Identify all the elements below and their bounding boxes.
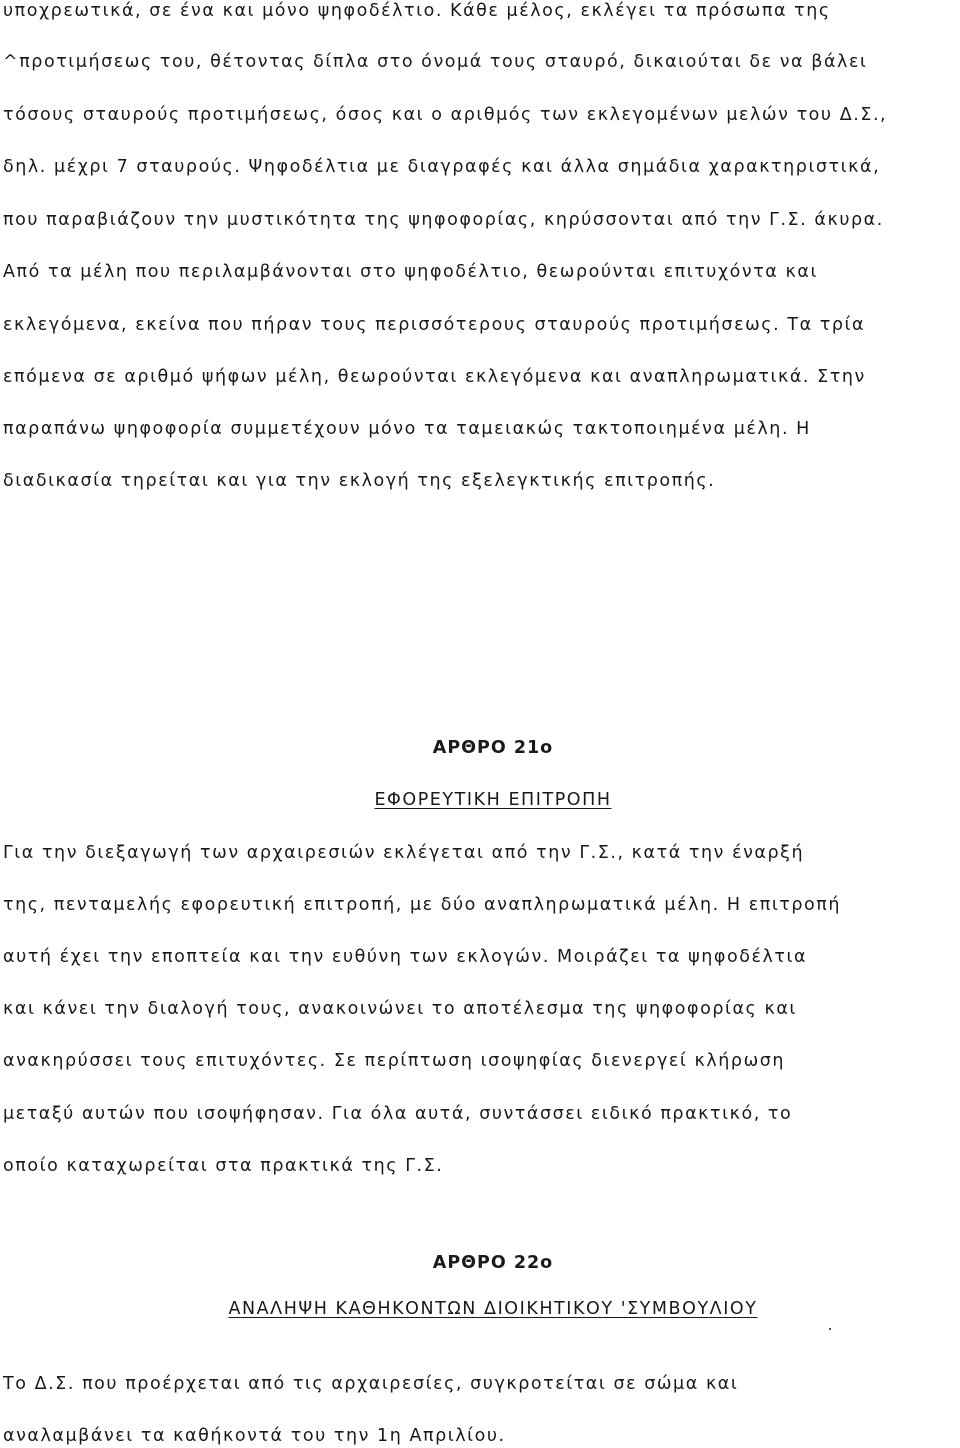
paragraph-line: παραπάνω ψηφοφορία συμμετέχουν μόνο τα ταμειακώς τακτοποιημένα μέλη. Η xyxy=(3,419,811,439)
paragraph-line: Για την διεξαγωγή των αρχαιρεσιών εκλέγεται από την Γ.Σ., κατά την έναρξή xyxy=(3,843,805,863)
article-21-number: ΑΡΘΡΟ 21ο xyxy=(432,738,554,758)
paragraph-line: ^προτιμήσεως του, θέτοντας δίπλα στο όνομά τους σταυρό, δικαιούται δε να βάλει xyxy=(3,52,868,72)
paragraph-line: τόσους σταυρούς προτιμήσεως, όσος και ο αριθμός των εκλεγομένων μελών του Δ.Σ., xyxy=(3,105,888,125)
paragraph-line: δηλ. μέχρι 7 σταυρούς. Ψηφοδέλτια με διαγραφές και άλλα σημάδια χαρακτηριστικά, xyxy=(3,157,881,177)
paragraph-line: μεταξύ αυτών που ισοψήφησαν. Για όλα αυτά, συντάσσει ειδικό πρακτικό, το xyxy=(3,1104,793,1124)
article-22-number: ΑΡΘΡΟ 22ο xyxy=(432,1253,554,1273)
paragraph-line: ανακηρύσσει τους επιτυχόντες. Σε περίπτωση ισοψηφίας διενεργεί κλήρωση xyxy=(3,1051,786,1071)
paragraph-line: της, πενταμελής εφορευτική επιτροπή, με δύο αναπληρωματικά μέλη. Η επιτροπή xyxy=(3,895,842,915)
paragraph-line: διαδικασία τηρείται και για την εκλογή της εξελεγκτικής επιτροπής. xyxy=(3,471,716,491)
stray-dot-mark xyxy=(829,1328,831,1330)
paragraph-line: οποίο καταχωρείται στα πρακτικά της Γ.Σ. xyxy=(3,1156,444,1176)
paragraph-line: αυτή έχει την εποπτεία και την ευθύνη των εκλογών. Μοιράζει τα ψηφοδέλτια xyxy=(3,947,808,967)
paragraph-line: αναλαμβάνει τα καθήκοντά του την 1η Απριλίου. xyxy=(3,1426,506,1446)
paragraph-line: που παραβιάζουν την μυστικότητα της ψηφοφορίας, κηρύσσονται από την Γ.Σ. άκυρα. xyxy=(3,210,884,230)
article-22-title: ΑΝΑΛΗΨΗ ΚΑΘΗΚΟΝΤΩΝ ΔΙΟΙΚΗΤΙΚΟΥ 'ΣΥΜΒΟΥΛΙΟΥ xyxy=(228,1299,758,1319)
paragraph-line: υποχρεωτικά, σε ένα και μόνο ψηφοδέλτιο. Κάθε μέλος, εκλέγει τα πρόσωπα της xyxy=(3,1,831,21)
paragraph-line: εκλεγόμενα, εκείνα που πήραν τους περισσότερους σταυρούς προτιμήσεως. Τα τρία xyxy=(3,315,866,335)
paragraph-line: Το Δ.Σ. που προέρχεται από τις αρχαιρεσίες, συγκροτείται σε σώμα και xyxy=(3,1374,739,1394)
paragraph-line: επόμενα σε αριθμό ψήφων μέλη, θεωρούνται εκλεγόμενα και αναπληρωματικά. Στην xyxy=(3,367,866,387)
article-21-title: ΕΦΟΡΕΥΤΙΚΗ ΕΠΙΤΡΟΠΗ xyxy=(374,790,612,810)
paragraph-line: Από τα μέλη που περιλαμβάνονται στο ψηφοδέλτιο, θεωρούνται επιτυχόντα και xyxy=(3,262,818,282)
paragraph-line: και κάνει την διαλογή τους, ανακοινώνει το αποτέλεσμα της ψηφοφορίας και xyxy=(3,999,797,1019)
